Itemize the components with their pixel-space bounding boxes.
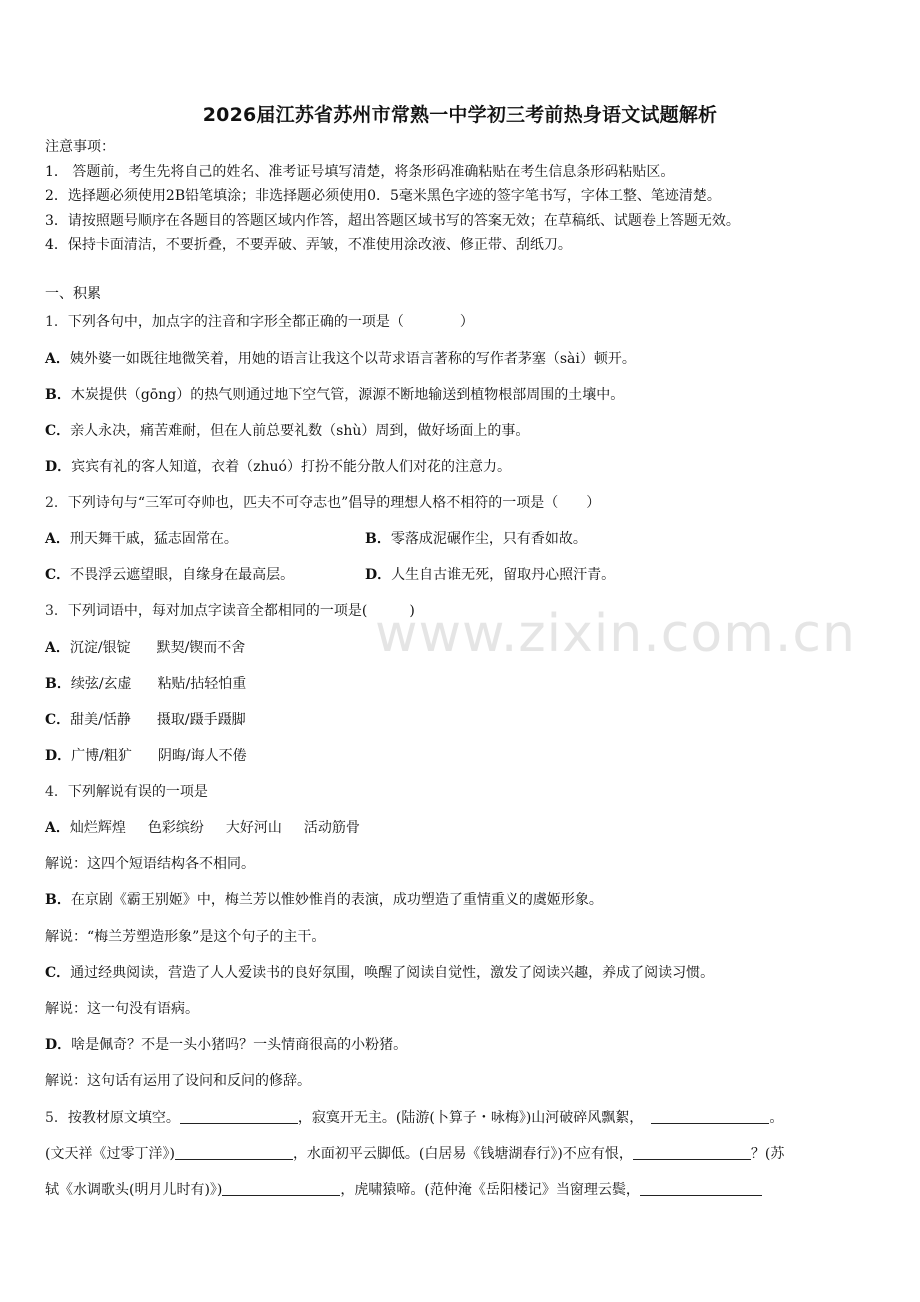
option-text: 人生自古谁无死，留取丹心照汗青。	[391, 567, 616, 583]
option-label: C．	[45, 567, 71, 583]
question-1-option-d	[45, 457, 511, 477]
question-4-option-b	[45, 890, 603, 910]
question-3-option-a	[45, 638, 245, 658]
notice-item: 3．请按照题号顺序在各题目的答题区域内作答，超出答题区域书写的答案无效；在草稿纸、试题卷上答题无效。	[45, 213, 740, 229]
notice-item: 1． 答题前，考生先将自己的姓名、准考证号填写清楚，将条形码准确粘贴在考生信息条形码粘贴区。	[45, 164, 675, 180]
question-3-option-c	[45, 710, 246, 730]
fill-blank[interactable]	[651, 1109, 769, 1124]
notice-heading: 注意事项：	[45, 139, 115, 155]
option-label: C．	[45, 712, 71, 728]
question-2-option-b	[365, 529, 587, 549]
option-label: D．	[45, 1037, 72, 1053]
question-3-stem	[45, 601, 415, 621]
option-label: D．	[45, 748, 72, 764]
option-label: B．	[365, 531, 391, 547]
question-text: 下列诗句与“三军可夺帅也，匹夫不可夺志也”倡导的理想人格不相符的一项是（ ）	[67, 495, 601, 511]
question-text: 下列词语中，每对加点字读音全都相同的一项是( )	[67, 603, 415, 619]
question-4-explanation-b: 解说：“梅兰芳塑造形象”是这个句子的主干。	[45, 929, 326, 945]
option-text: 通过经典阅读，营造了人人爱读书的良好氛围，唤醒了阅读自觉性，激发了阅读兴趣，养成了阅读习惯。	[70, 965, 715, 981]
question-text: ，虎啸猿啼。(范仲淹《岳阳楼记》当窗理云鬓，	[340, 1182, 640, 1198]
question-4-explanation-d: 解说：这句话有运用了设问和反问的修辞。	[45, 1073, 311, 1089]
question-4-explanation-c: 解说：这一句没有语病。	[45, 1001, 199, 1017]
fill-blank[interactable]	[222, 1181, 340, 1196]
question-5-line-3	[45, 1180, 762, 1200]
question-4-option-a	[45, 818, 360, 838]
question-text: ，寂寞开无主。(陆游(卜算子・咏梅》)山河破碎风飘絮，	[297, 1110, 644, 1126]
question-4-option-d	[45, 1035, 407, 1055]
option-text: 刑天舞干戚，猛志固常在。	[69, 531, 238, 547]
question-number: 5．	[45, 1110, 68, 1126]
question-text: 轼《水调歌头(明月儿时有)》)	[45, 1182, 223, 1198]
question-number: 4．	[45, 784, 68, 800]
question-3-option-d	[45, 746, 247, 766]
option-pair-2: 默契/锲而不舍	[156, 640, 246, 656]
question-2-stem	[45, 493, 600, 513]
question-text: 。	[769, 1110, 784, 1126]
option-text: 不畏浮云遮望眼，自缘身在最高层。	[70, 567, 295, 583]
question-text: 下列各句中，加点字的注音和字形全都正确的一项是（ ）	[67, 314, 474, 330]
option-pair-1: 甜美/恬静	[70, 712, 131, 728]
question-number: 2．	[45, 495, 68, 511]
question-text: ，水面初平云脚低。(白居易《钱塘湖春行》)不应有恨，	[292, 1146, 633, 1162]
option-pair-2: 阴晦/诲人不倦	[157, 748, 247, 764]
question-2-options-row-2	[45, 565, 875, 585]
option-pair-1: 续弦/玄虚	[70, 676, 132, 692]
phrase: 大好河山	[225, 820, 282, 836]
option-label: B．	[45, 676, 71, 692]
question-3-option-b	[45, 674, 246, 694]
question-number: 3．	[45, 603, 68, 619]
watermark-text: www.zixin.com.cn	[375, 604, 856, 664]
option-label: A．	[45, 351, 70, 367]
fill-blank[interactable]	[175, 1145, 293, 1160]
question-2-option-c	[45, 567, 294, 583]
question-number: 1．	[45, 314, 68, 330]
question-text: 按教材原文填空。	[67, 1110, 180, 1126]
option-pair-2: 粘贴/拈轻怕重	[157, 676, 247, 692]
question-4-option-c	[45, 963, 714, 983]
fill-blank[interactable]	[633, 1145, 751, 1160]
question-5-line-1	[45, 1108, 783, 1128]
question-text: (文天祥《过零丁洋》)	[45, 1146, 175, 1162]
notice-item: 2．选择题必须使用2B铅笔填涂；非选择题必须使用0．5毫米黑色字迹的签字笔书写，字体工整、笔迹清楚。	[45, 188, 721, 204]
document-title: 2026届江苏省苏州市常熟一中学初三考前热身语文试题解析	[202, 104, 718, 126]
option-label: D．	[45, 459, 72, 475]
option-pair-1: 沉淀/银锭	[69, 640, 131, 656]
question-1-option-b	[45, 385, 624, 405]
option-label: D．	[365, 567, 392, 583]
option-label: A．	[45, 640, 70, 656]
question-4-explanation-a: 解说：这四个短语结构各不相同。	[45, 856, 255, 872]
option-pair-1: 广博/粗犷	[71, 748, 132, 764]
question-text: ？(苏	[750, 1146, 785, 1162]
question-1-option-c	[45, 421, 529, 441]
fill-blank[interactable]	[640, 1181, 762, 1196]
phrase: 灿烂辉煌	[69, 820, 126, 836]
question-1-stem	[45, 312, 474, 332]
phrase: 色彩缤纷	[147, 820, 204, 836]
option-label: B．	[45, 387, 71, 403]
option-pair-2: 摄取/蹑手蹑脚	[156, 712, 246, 728]
question-4-stem	[45, 782, 208, 802]
option-text: 姨外婆一如既往地微笑着，用她的语言让我这个以苛求语言著称的写作者茅塞（sài）顿开。	[69, 351, 636, 367]
question-2-options-row-1	[45, 529, 875, 549]
question-2-option-a	[45, 531, 238, 547]
notice-item: 4．保持卡面清洁，不要折叠，不要弄破、弄皱，不准使用涂改液、修正带、刮纸刀。	[45, 237, 572, 253]
option-label: B．	[45, 892, 71, 908]
phrase: 活动筋骨	[303, 820, 360, 836]
option-label: C．	[45, 965, 71, 981]
option-text: 宾宾有礼的客人知道，衣着（zhuó）打扮不能分散人们对花的注意力。	[71, 459, 511, 475]
question-2-option-d	[365, 565, 615, 585]
option-text: 在京剧《霸王别姬》中，梅兰芳以惟妙惟肖的表演，成功塑造了重情重义的虞姬形象。	[70, 892, 603, 908]
option-label: A．	[45, 820, 70, 836]
question-text: 下列解说有误的一项是	[67, 784, 208, 800]
section-heading: 一、积累	[45, 286, 101, 302]
option-text: 木炭提供（gōng）的热气则通过地下空气管，源源不断地输送到植物根部周围的土壤中。	[70, 387, 625, 403]
question-5-line-2	[45, 1144, 784, 1164]
option-label: C．	[45, 423, 71, 439]
option-text: 亲人永决，痛苦难耐，但在人前总要礼数（shù）周到，做好场面上的事。	[70, 423, 530, 439]
question-1-option-a	[45, 349, 636, 369]
option-text: 零落成泥碾作尘，只有香如故。	[390, 531, 587, 547]
option-text: 啥是佩奇？不是一头小猪吗？一头情商很高的小粉猪。	[71, 1037, 408, 1053]
fill-blank[interactable]	[180, 1109, 298, 1124]
option-label: A．	[45, 531, 70, 547]
